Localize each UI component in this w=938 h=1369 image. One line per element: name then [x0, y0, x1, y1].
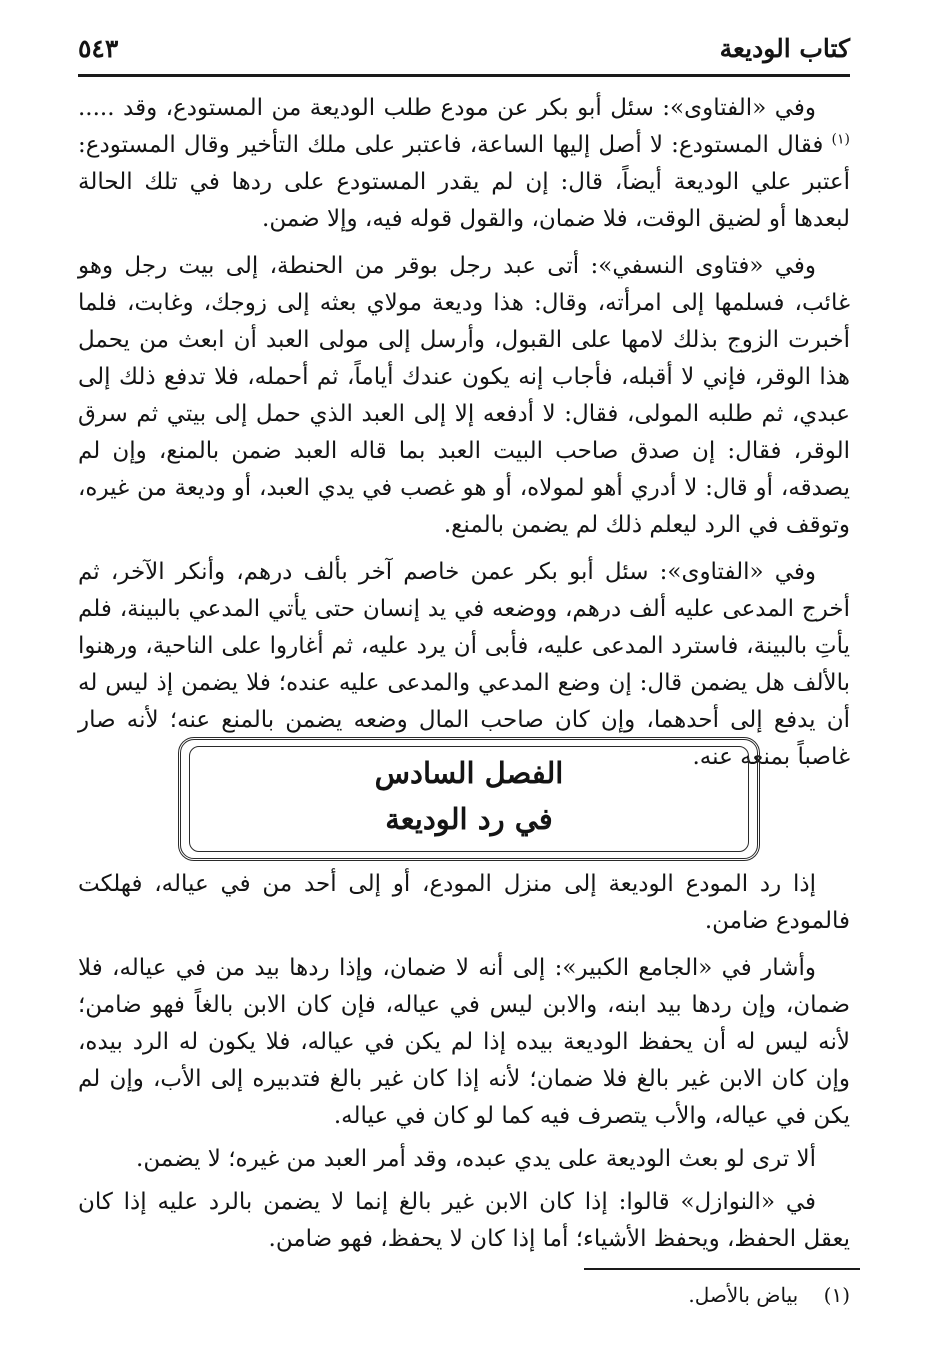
paragraph-nawazil: في «النوازل» قالوا: إذا كان الابن غير بالغ إنما لا يضمن بالرد عليه إذا كان يعقل الحفظ، ويحفظ الأشياء؛ أما إذا كان لا يحفظ، فهو ضامن.: [78, 1189, 850, 1252]
footnote-marker: (١): [823, 1283, 850, 1307]
header-rule: [78, 74, 850, 77]
paragraph-slave: ألا ترى لو بعث الوديعة على يدي عبده، وقد أمر العبد من غيره؛ لا يضمن.: [136, 1146, 816, 1172]
running-header: [78, 32, 850, 72]
header-title: كتاب الوديعة: [719, 34, 850, 63]
section-subtitle: في رد الوديعة: [385, 802, 553, 836]
footnote-rule: [584, 1268, 860, 1270]
body-text-top: [78, 90, 850, 776]
page-number: ٥٤٣: [78, 34, 119, 63]
footnote: [688, 1280, 850, 1310]
paragraph-jami-kabir: وأشار في «الجامع الكبير»: إلى أنه لا ضمان، وإذا ردها بيد من في عياله، فلا ضمان، وإن ردها بيد ابنه، والابن ليس في عياله، فإن كان الابن بالغاً فهو ضامن؛ لأنه ليس له أن يحفظ الوديعة بيده إذا لم يكن في عياله، فلا يكون له الرد بيده، وإن كان الابن غير بالغ فلا ضمان؛ لأنه إذا كان غير بالغ فتدبيره إلى الأب، وإن لم يكن في عياله، والأب يتصرف فيه كما لو كان في عياله.: [78, 955, 850, 1129]
paragraph-fatawa-1: وفي «الفتاوى»: سئل أبو بكر عن مودع طلب الوديعة من المستودع، وقد ..... $^{(١)}$ فقال المستودع: لا أصل إليها الساعة، فاعتبر على ملك التأخير وقال المستودع: أعتبر علي الوديعة أيضاً، قال: إن لم يقدر المستودع على ردها في تلك الحالة لبعدها أو لضيق الوقت، فلا ضمان، والقول قوله فيه، وإلا ضمن.: [78, 95, 850, 232]
section-heading-box: [178, 737, 760, 861]
paragraph-fatawa-2: وفي «الفتاوى»: سئل أبو بكر عمن خاصم آخر بألف درهم، وأنكر الآخر، ثم أخرج المدعى عليه ألف درهم، ووضعه في يد إنسان حتى يأتي المدعي بالبينة، فلم يأتِ بالبينة، فاسترد المدعى عليه، فأبى أن يرد عليه، ثم أغاروا على الناحية، ورهنوا بالألف هل يضمن قال: إن وضع المدعي والمدعى عليه عنده؛ فلا يضمن إذ ليس له أن يدفع إلى أحدهما، وإن كان صاحب المال وضعه يضمن بالمنع عنه؛ لأنه صار غاصباً بمنعه عنه.: [78, 559, 850, 770]
paragraph-return-to-home: إذا رد المودع الوديعة إلى منزل المودع، أو إلى أحد من في عياله، فهلكت فالمودع ضامن.: [78, 871, 850, 934]
body-text-bottom: [78, 866, 850, 1258]
section-title: الفصل السادس: [374, 756, 564, 790]
footnote-text: بياض بالأصل.: [688, 1283, 799, 1307]
footnote-reference: (١): [831, 131, 850, 148]
paragraph-nasafi: وفي «فتاوى النسفي»: أتى عبد رجل بوقر من الحنطة، إلى بيت رجل وهو غائب، فسلمها إلى امرأته، وقال: هذا وديعة مولاي بعثه إلى زوجك، وغابت، فلما أخبرت الزوج بذلك لامها على القبول، وأرسل إلى مولى العبد أن ابعث من يحمل هذا الوقر، فإني لا أقبله، فأجاب إنه يكون عندك أياماً، ثم أحمله، فلا تدفع ذلك إلى عبدي، ثم طلبه المولى، فقال: لا أدفعه إلا إلى العبد الذي حمل إلى بيتي ثم سرق الوقر، فقال: إن صدق صاحب البيت العبد بما قاله العبد ضمن بالمنع، وإن لم يصدقه، أو قال: لا أدري أهو لمولاه، أو هو غصب في يدي العبد، أو وديعة من غيره، وتوقف في الرد ليعلم ذلك لم يضمن بالمنع.: [78, 253, 850, 538]
